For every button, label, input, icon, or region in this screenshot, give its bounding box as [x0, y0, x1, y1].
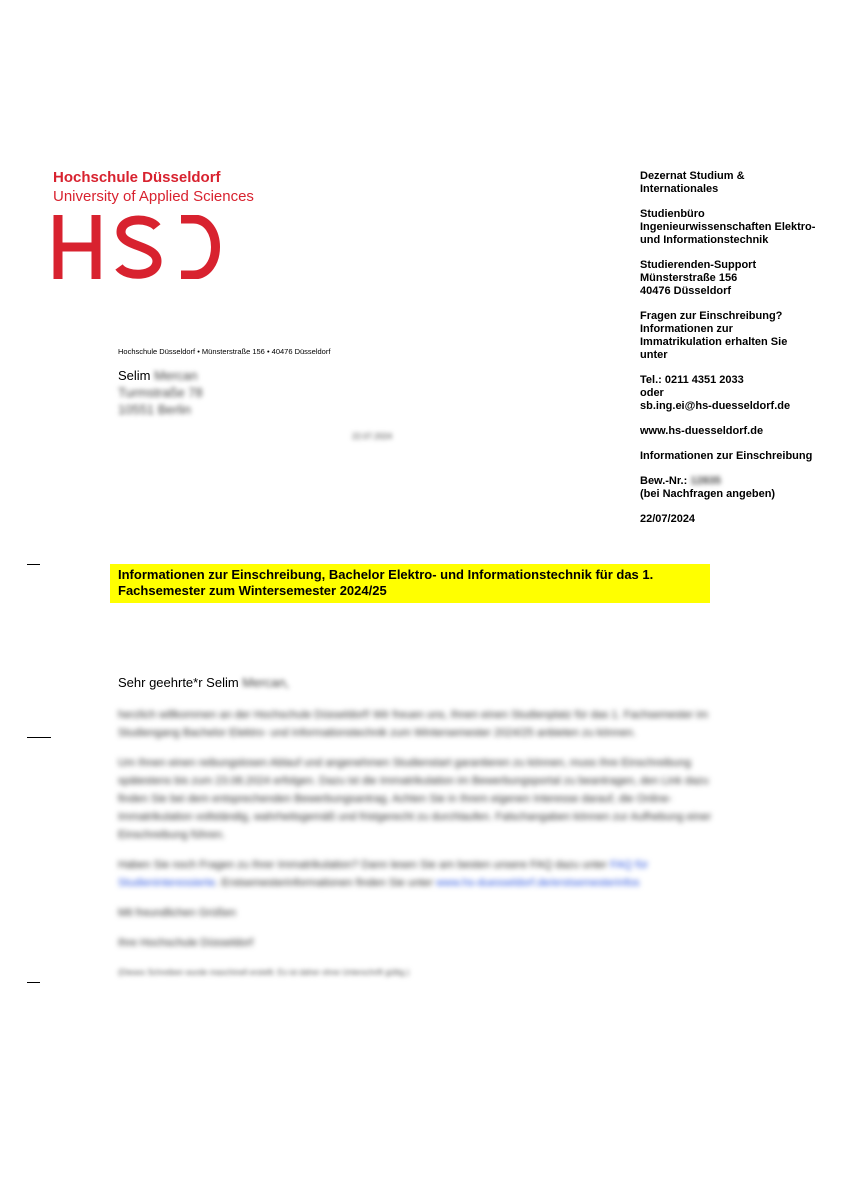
- closing-phrase: Mit freundlichen Grüßen: [118, 907, 236, 919]
- application-number-note: (bei Nachfragen angeben): [640, 488, 776, 500]
- sender-info-sidebar: [640, 170, 840, 538]
- recipient-street: Turmstraße 78: [118, 385, 203, 400]
- department-name: Dezernat Studium & Internationales: [640, 170, 745, 195]
- logo-subtitle: University of Applied Sciences: [53, 188, 254, 205]
- faq-text-b: . Erstsemesterinformationen finden Sie unter: [215, 877, 433, 889]
- letter-date: 22/07/2024: [640, 513, 696, 525]
- application-number-value: 12835: [690, 475, 721, 487]
- university-logo: [53, 169, 254, 279]
- support-address: Studierenden-Support Münsterstraße 156 40476 Düsseldorf: [640, 259, 757, 297]
- fold-mark-top: [27, 564, 40, 565]
- letter-body: [118, 706, 738, 982]
- body-paragraph-deadline: Um Ihnen einen reibungslosen Ablauf und angenehmen Studienstart garantieren zu können, muss Ihre Einschreibung spätestens bis zum 23.08.2024 erfolgen. Dazu ist die Immatrikulation im Bewerbungsportal zu beantragen, den Link dazu finden Sie bei dem entsprechenden Bewerbungsantrag. Achten Sie in Ihrem eigenen Interesse darauf, die Online-Immatrikulation vollständig, wahrheitsgemäß und fristgerecht zu durchlaufen. Falschangaben können zur Aufhebung einer Einschreibung führen.: [118, 757, 712, 841]
- fold-mark-bottom: [27, 982, 40, 983]
- info-heading: Informationen zur Einschreibung: [640, 450, 813, 462]
- application-number: [640, 475, 840, 501]
- website-link[interactable]: www.hs-duesseldorf.de: [640, 425, 764, 437]
- faq-text-a: Haben Sie noch Fragen zu Ihrer Immatrikulation? Dann lesen Sie am besten unsere FAQ dazu unter: [118, 859, 608, 871]
- return-address-line: Hochschule Düsseldorf • Münsterstraße 156 • 40476 Düsseldorf: [118, 347, 331, 356]
- machine-generated-note: (Dieses Schreiben wurde maschinell erstellt. Es ist daher ohne Unterschrift gültig.): [118, 968, 410, 977]
- hole-punch-mark: [27, 737, 51, 738]
- letter-subject: Informationen zur Einschreibung, Bachelor Elektro- und Informationstechnik für das 1. Fachsemester zum Wintersemester 2024/25: [110, 564, 710, 603]
- questions-text: Fragen zur Einschreibung? Informationen zur Immatrikulation erhalten Sie unter: [640, 310, 788, 361]
- hsd-logo-mark: [53, 215, 223, 279]
- salutation: [118, 675, 289, 690]
- freshman-info-link[interactable]: www.hs-duesseldorf.de/erstsemesterinfos: [435, 877, 640, 889]
- faq-link[interactable]: FAQ für Studieninteressierte: [118, 859, 649, 889]
- office-name: Studienbüro Ingenieurwissenschaften Elektro- und Informationstechnik: [640, 208, 816, 246]
- body-paragraph-faq: [118, 856, 738, 892]
- signature: Ihre Hochschule Düsseldorf: [118, 937, 254, 949]
- salutation-name: Mercan,: [242, 675, 290, 690]
- recipient-last-name: Mercan: [154, 368, 198, 383]
- recipient-address: [118, 367, 203, 418]
- reference-date: 22.07.2024: [352, 432, 393, 441]
- salutation-prefix: Sehr geehrte*r Selim: [118, 675, 239, 690]
- contact-details: Tel.: 0211 4351 2033 oder sb.ing.ei@hs-duesseldorf.de: [640, 374, 791, 412]
- body-paragraph-welcome: herzlich willkommen an der Hochschule Düsseldorf! Wir freuen uns, Ihnen einen Studienplatz für das 1. Fachsemester im Studiengang Bachelor Elektro- und Informationstechnik zum Wintersemester 2024/25 anbieten zu können.: [118, 709, 708, 739]
- recipient-name-line: [118, 367, 203, 384]
- recipient-city: 10551 Berlin: [118, 402, 191, 417]
- application-number-label: Bew.-Nr.:: [640, 475, 688, 487]
- logo-title: Hochschule Düsseldorf: [53, 169, 221, 186]
- recipient-first-name: Selim: [118, 368, 151, 383]
